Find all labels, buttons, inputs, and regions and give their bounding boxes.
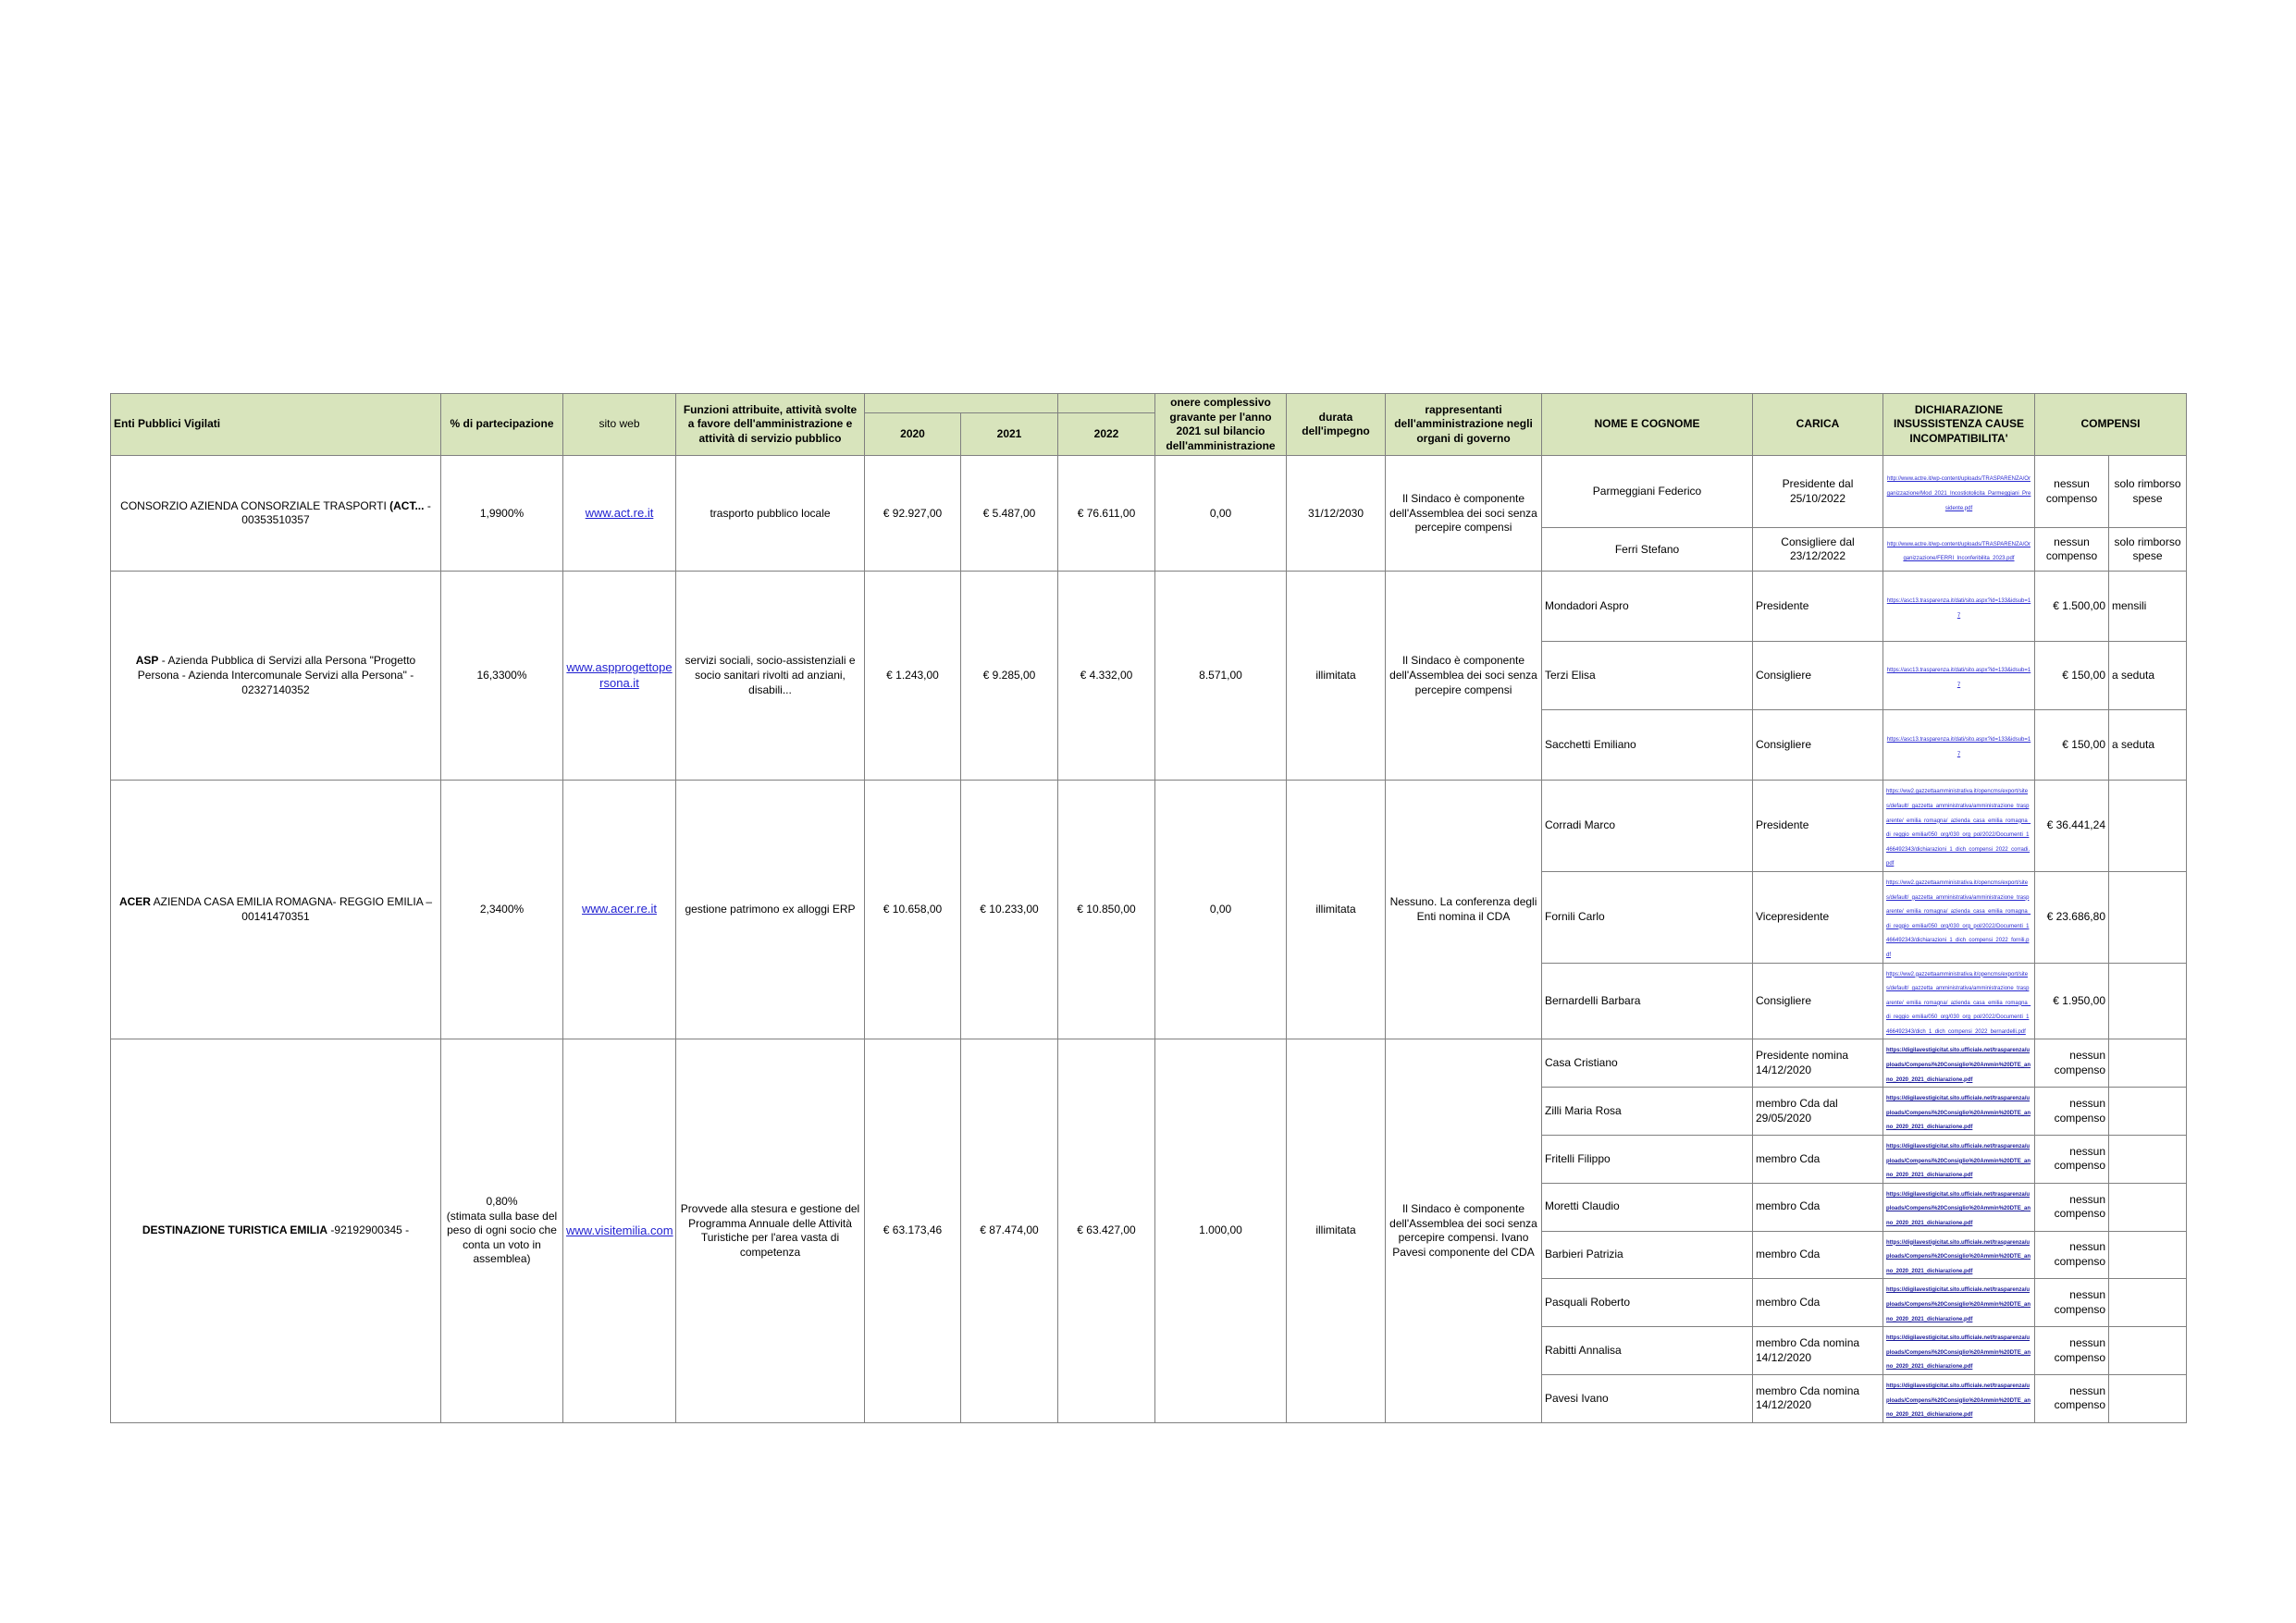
member-compenso-note: a seduta xyxy=(2109,642,2187,710)
table-row xyxy=(111,456,2187,528)
member-url[interactable] xyxy=(1883,963,2035,1039)
ente-durata: illimitata xyxy=(1287,1039,1386,1422)
dichiarazione-link[interactable]: https://ww2.gazzettaamministrativa.it/opencms/export/sites/default/_gazzetta_amministrativa/amministrazione_trasparente/_emilia_romagna/_azienda_casa_emilia_romagna_di_reggio_emilia/050_org/030_org_pol/2022/Documenti_1466492343/dichiarazioni_1_dich_compensi_2022_fornili.pdf xyxy=(1886,879,2031,958)
sito-link[interactable]: www.acer.re.it xyxy=(582,902,657,916)
ente-rappresentanti: Il Sindaco è componente dell'Assemblea dei soci senza percepire compensi xyxy=(1386,572,1542,781)
ente-durata: illimitata xyxy=(1287,572,1386,781)
member-url[interactable] xyxy=(1883,456,2035,528)
table-row xyxy=(111,1039,2187,1088)
ente-2021: € 9.285,00 xyxy=(961,572,1058,781)
col-sito: sito web xyxy=(563,394,676,456)
member-compenso: € 23.686,80 xyxy=(2035,871,2109,963)
ente-2022: € 63.427,00 xyxy=(1058,1039,1155,1422)
member-compenso-note xyxy=(2109,1279,2187,1327)
member-compenso-note xyxy=(2109,1088,2187,1136)
member-url[interactable] xyxy=(1883,642,2035,710)
col-enti: Enti Pubblici Vigilati xyxy=(111,394,441,456)
member-nome: Pasquali Roberto xyxy=(1542,1279,1753,1327)
ente-partecipazione: 16,3300% xyxy=(441,572,563,781)
member-url[interactable] xyxy=(1883,1136,2035,1184)
member-compenso-note: mensili xyxy=(2109,572,2187,642)
ente-2020: € 1.243,00 xyxy=(865,572,961,781)
dichiarazione-link[interactable]: https://digilavestigicitat.sito.ufficiale.net/trasparenza/uploads/Compensi%20Consiglio%20Ammin%20DTE_anno_2020_2021_dichiarazione.pdf xyxy=(1886,1144,2031,1179)
ente-durata: 31/12/2030 xyxy=(1287,456,1386,572)
member-carica: Presidente xyxy=(1753,572,1883,642)
member-nome: Parmeggiani Federico xyxy=(1542,456,1753,528)
member-url[interactable] xyxy=(1883,1088,2035,1136)
ente-2022: € 4.332,00 xyxy=(1058,572,1155,781)
member-url[interactable] xyxy=(1883,710,2035,781)
ente-funzioni: servizi sociali, socio-assistenziali e socio sanitari rivolti ad anziani, disabili... xyxy=(676,572,865,781)
member-carica: membro Cda nomina 14/12/2020 xyxy=(1753,1374,1883,1422)
ente-2022: € 10.850,00 xyxy=(1058,781,1155,1039)
member-nome: Ferri Stefano xyxy=(1542,528,1753,572)
col-compensi: COMPENSI xyxy=(2035,394,2187,456)
member-nome: Casa Cristiano xyxy=(1542,1039,1753,1088)
member-compenso-note: solo rimborso spese xyxy=(2109,456,2187,528)
dichiarazione-link[interactable]: https://ww2.gazzettaamministrativa.it/opencms/export/sites/default/_gazzetta_amministrativa/amministrazione_trasparente/_emilia_romagna/_azienda_casa_emilia_romagna_di_reggio_emilia/050_org/030_org_pol/2022/Documenti_1466492343/dich_1_dich_compensi_2022_bernardelli.pdf xyxy=(1886,971,2031,1035)
member-compenso: nessun compenso xyxy=(2035,1279,2109,1327)
member-compenso-note xyxy=(2109,1231,2187,1279)
member-nome: Sacchetti Emiliano xyxy=(1542,710,1753,781)
member-url[interactable] xyxy=(1883,572,2035,642)
ente-name: ACER AZIENDA CASA EMILIA ROMAGNA- REGGIO EMILIA – 00141470351 xyxy=(111,781,441,1039)
member-compenso: nessun compenso xyxy=(2035,1183,2109,1231)
col-funzioni: Funzioni attribuite, attività svolte a favore dell'amministrazione e attività di servizio pubblico xyxy=(676,394,865,456)
member-url[interactable] xyxy=(1883,528,2035,572)
member-carica: membro Cda xyxy=(1753,1279,1883,1327)
ente-funzioni: Provvede alla stesura e gestione del Programma Annuale delle Attività Turistiche per l'area vasta di competenza xyxy=(676,1039,865,1422)
member-carica: Presidente xyxy=(1753,781,1883,872)
col-group-2022 xyxy=(1058,394,1155,413)
member-carica: Consigliere dal 23/12/2022 xyxy=(1753,528,1883,572)
member-compenso: € 1.950,00 xyxy=(2035,963,2109,1039)
dichiarazione-link[interactable]: https://digilavestigicitat.sito.ufficiale.net/trasparenza/uploads/Compensi%20Consiglio%20Ammin%20DTE_anno_2020_2021_dichiarazione.pdf xyxy=(1886,1096,2031,1131)
table-row xyxy=(111,572,2187,642)
member-compenso-note: solo rimborso spese xyxy=(2109,528,2187,572)
dichiarazione-link[interactable]: https://digilavestigicitat.sito.ufficiale.net/trasparenza/uploads/Compensi%20Consiglio%20Ammin%20DTE_anno_2020_2021_dichiarazione.pdf xyxy=(1886,1335,2031,1371)
col-2022: 2022 xyxy=(1058,412,1155,455)
col-group-2020-2021 xyxy=(865,394,1058,413)
dichiarazione-link[interactable]: https://digilavestigicitat.sito.ufficiale.net/trasparenza/uploads/Compensi%20Consiglio%20Ammin%20DTE_anno_2020_2021_dichiarazione.pdf xyxy=(1886,1287,2031,1322)
ente-onere: 0,00 xyxy=(1155,456,1287,572)
member-url[interactable] xyxy=(1883,1374,2035,1422)
dichiarazione-link[interactable]: https://digilavestigicitat.sito.ufficiale.net/trasparenza/uploads/Compensi%20Consiglio%20Ammin%20DTE_anno_2020_2021_dichiarazione.pdf xyxy=(1886,1239,2031,1274)
member-nome: Moretti Claudio xyxy=(1542,1183,1753,1231)
member-url[interactable] xyxy=(1883,781,2035,872)
member-carica: membro Cda dal 29/05/2020 xyxy=(1753,1088,1883,1136)
dichiarazione-link[interactable]: http://www.actre.it/wp-content/uploads/TRASPARENZA/Organizzazione/FERRI_Inconferibilita_2023.pdf xyxy=(1887,541,2031,562)
ente-2020: € 92.927,00 xyxy=(865,456,961,572)
member-compenso-note xyxy=(2109,1183,2187,1231)
member-nome: Corradi Marco xyxy=(1542,781,1753,872)
ente-funzioni: gestione patrimono ex alloggi ERP xyxy=(676,781,865,1039)
member-url[interactable] xyxy=(1883,1183,2035,1231)
dichiarazione-link[interactable]: https://digilavestigicitat.sito.ufficiale.net/trasparenza/uploads/Compensi%20Consiglio%20Ammin%20DTE_anno_2020_2021_dichiarazione.pdf xyxy=(1886,1191,2031,1226)
col-2020: 2020 xyxy=(865,412,961,455)
col-rappresentanti: rappresentanti dell'amministrazione negli organi di governo xyxy=(1386,394,1542,456)
member-carica: membro Cda xyxy=(1753,1136,1883,1184)
member-url[interactable] xyxy=(1883,1327,2035,1375)
col-nome: NOME E COGNOME xyxy=(1542,394,1753,456)
member-carica: Presidente nomina 14/12/2020 xyxy=(1753,1039,1883,1088)
member-compenso-note: a seduta xyxy=(2109,710,2187,781)
member-compenso-note xyxy=(2109,1039,2187,1088)
col-2021: 2021 xyxy=(961,412,1058,455)
member-compenso-note xyxy=(2109,1327,2187,1375)
member-nome: Rabitti Annalisa xyxy=(1542,1327,1753,1375)
member-carica: Vicepresidente xyxy=(1753,871,1883,963)
member-compenso-note xyxy=(2109,1374,2187,1422)
ente-name: ASP - Azienda Pubblica di Servizi alla Persona "Progetto Persona - Azienda Intercomunale Servizi alla Persona" - 02327140352 xyxy=(111,572,441,781)
member-nome: Fornili Carlo xyxy=(1542,871,1753,963)
ente-durata: illimitata xyxy=(1287,781,1386,1039)
member-carica: membro Cda nomina 14/12/2020 xyxy=(1753,1327,1883,1375)
member-carica: Presidente dal 25/10/2022 xyxy=(1753,456,1883,528)
col-onere: onere complessivo gravante per l'anno 2021 sul bilancio dell'amministrazione xyxy=(1155,394,1287,456)
ente-2021: € 87.474,00 xyxy=(961,1039,1058,1422)
member-compenso: € 150,00 xyxy=(2035,710,2109,781)
member-compenso-note xyxy=(2109,781,2187,872)
member-nome: Bernardelli Barbara xyxy=(1542,963,1753,1039)
member-url[interactable] xyxy=(1883,1231,2035,1279)
ente-2020: € 63.173,46 xyxy=(865,1039,961,1422)
member-carica: Consigliere xyxy=(1753,710,1883,781)
member-compenso-note xyxy=(2109,871,2187,963)
ente-rappresentanti: Nessuno. La conferenza degli Enti nomina il CDA xyxy=(1386,781,1542,1039)
member-nome: Mondadori Aspro xyxy=(1542,572,1753,642)
member-nome: Fritelli Filippo xyxy=(1542,1136,1753,1184)
member-compenso: nessun compenso xyxy=(2035,1136,2109,1184)
table-row xyxy=(111,781,2187,872)
member-compenso: € 1.500,00 xyxy=(2035,572,2109,642)
member-nome: Zilli Maria Rosa xyxy=(1542,1088,1753,1136)
sito-link[interactable]: www.aspprogettopersona.it xyxy=(566,659,673,690)
enti-table xyxy=(110,393,2187,1423)
dichiarazione-link[interactable]: https://asc13.trasparenza.it/dati/sito.aspx?id=133&idsub=1 7 xyxy=(1886,598,2031,619)
member-compenso: nessun compenso xyxy=(2035,528,2109,572)
ente-sito[interactable] xyxy=(563,456,676,572)
member-carica: Consigliere xyxy=(1753,642,1883,710)
member-compenso: € 36.441,24 xyxy=(2035,781,2109,872)
member-compenso: nessun compenso xyxy=(2035,1039,2109,1088)
member-compenso-note xyxy=(2109,963,2187,1039)
ente-onere: 0,00 xyxy=(1155,781,1287,1039)
ente-funzioni: trasporto pubblico locale xyxy=(676,456,865,572)
dichiarazione-link[interactable]: https://asc13.trasparenza.it/dati/sito.aspx?id=133&idsub=1 7 xyxy=(1886,668,2031,688)
ente-sito[interactable] xyxy=(563,781,676,1039)
member-compenso: nessun compenso xyxy=(2035,1231,2109,1279)
dichiarazione-link[interactable]: https://asc13.trasparenza.it/dati/sito.aspx?id=133&idsub=1 7 xyxy=(1886,737,2031,757)
ente-2022: € 76.611,00 xyxy=(1058,456,1155,572)
header-row-top xyxy=(111,394,2187,413)
ente-sito[interactable] xyxy=(563,1039,676,1422)
member-url[interactable] xyxy=(1883,1279,2035,1327)
ente-name: CONSORZIO AZIENDA CONSORZIALE TRASPORTI (ACT... - 00353510357 xyxy=(111,456,441,572)
dichiarazione-link[interactable]: https://ww2.gazzettaamministrativa.it/opencms/export/sites/default/_gazzetta_amministrativa/amministrazione_trasparente/_emilia_romagna/_azienda_casa_emilia_romagna_di_reggio_emilia/050_org/030_org_pol/2022/Documenti_1466492343/dichiarazioni_1_dich_compensi_2022_corradi.pdf xyxy=(1886,789,2031,867)
dichiarazione-link[interactable]: https://digilavestigicitat.sito.ufficiale.net/trasparenza/uploads/Compensi%20Consiglio%20Ammin%20DTE_anno_2020_2021_dichiarazione.pdf xyxy=(1886,1383,2031,1419)
sito-link[interactable]: www.act.re.it xyxy=(585,505,654,520)
member-carica: membro Cda xyxy=(1753,1183,1883,1231)
member-compenso-note xyxy=(2109,1136,2187,1184)
member-compenso: nessun compenso xyxy=(2035,456,2109,528)
member-nome: Barbieri Patrizia xyxy=(1542,1231,1753,1279)
member-nome: Terzi Elisa xyxy=(1542,642,1753,710)
ente-rappresentanti: Il Sindaco è componente dell'Assemblea dei soci senza percepire compensi. Ivano Pavesi componente del CDA xyxy=(1386,1039,1542,1422)
member-carica: membro Cda xyxy=(1753,1231,1883,1279)
member-compenso: nessun compenso xyxy=(2035,1374,2109,1422)
ente-sito[interactable] xyxy=(563,572,676,781)
ente-name: DESTINAZIONE TURISTICA EMILIA -92192900345 - xyxy=(111,1039,441,1422)
dichiarazione-link[interactable]: http://www.actre.it/wp-content/uploads/TRASPARENZA/Organizzazione/Mod_2021_Incostiotolicita_Parmeggiani_Presidente.pdf xyxy=(1886,476,2031,511)
member-compenso: nessun compenso xyxy=(2035,1088,2109,1136)
ente-partecipazione: 2,3400% xyxy=(441,781,563,1039)
ente-onere: 1.000,00 xyxy=(1155,1039,1287,1422)
member-carica: Consigliere xyxy=(1753,963,1883,1039)
sito-link[interactable]: www.visitemilia.com xyxy=(566,1223,673,1237)
col-dichiarazione: DICHIARAZIONE INSUSSISTENZA CAUSE INCOMPATIBILITA' xyxy=(1883,394,2035,456)
member-nome: Pavesi Ivano xyxy=(1542,1374,1753,1422)
member-url[interactable] xyxy=(1883,871,2035,963)
ente-2020: € 10.658,00 xyxy=(865,781,961,1039)
ente-onere: 8.571,00 xyxy=(1155,572,1287,781)
member-compenso: € 150,00 xyxy=(2035,642,2109,710)
col-carica: CARICA xyxy=(1753,394,1883,456)
ente-2021: € 5.487,00 xyxy=(961,456,1058,572)
ente-rappresentanti: Il Sindaco è componente dell'Assemblea dei soci senza percepire compensi xyxy=(1386,456,1542,572)
ente-partecipazione: 0,80% (stimata sulla base del peso di ogni socio che conta un voto in assemblea) xyxy=(441,1039,563,1422)
ente-partecipazione: 1,9900% xyxy=(441,456,563,572)
col-partecipazione: % di partecipazione xyxy=(441,394,563,456)
member-url[interactable] xyxy=(1883,1039,2035,1088)
dichiarazione-link[interactable]: https://digilavestigicitat.sito.ufficiale.net/trasparenza/uploads/Compensi%20Consiglio%20Ammin%20DTE_anno_2020_2021_dichiarazione.pdf xyxy=(1886,1048,2031,1083)
ente-2021: € 10.233,00 xyxy=(961,781,1058,1039)
col-durata: durata dell'impegno xyxy=(1287,394,1386,456)
member-compenso: nessun compenso xyxy=(2035,1327,2109,1375)
